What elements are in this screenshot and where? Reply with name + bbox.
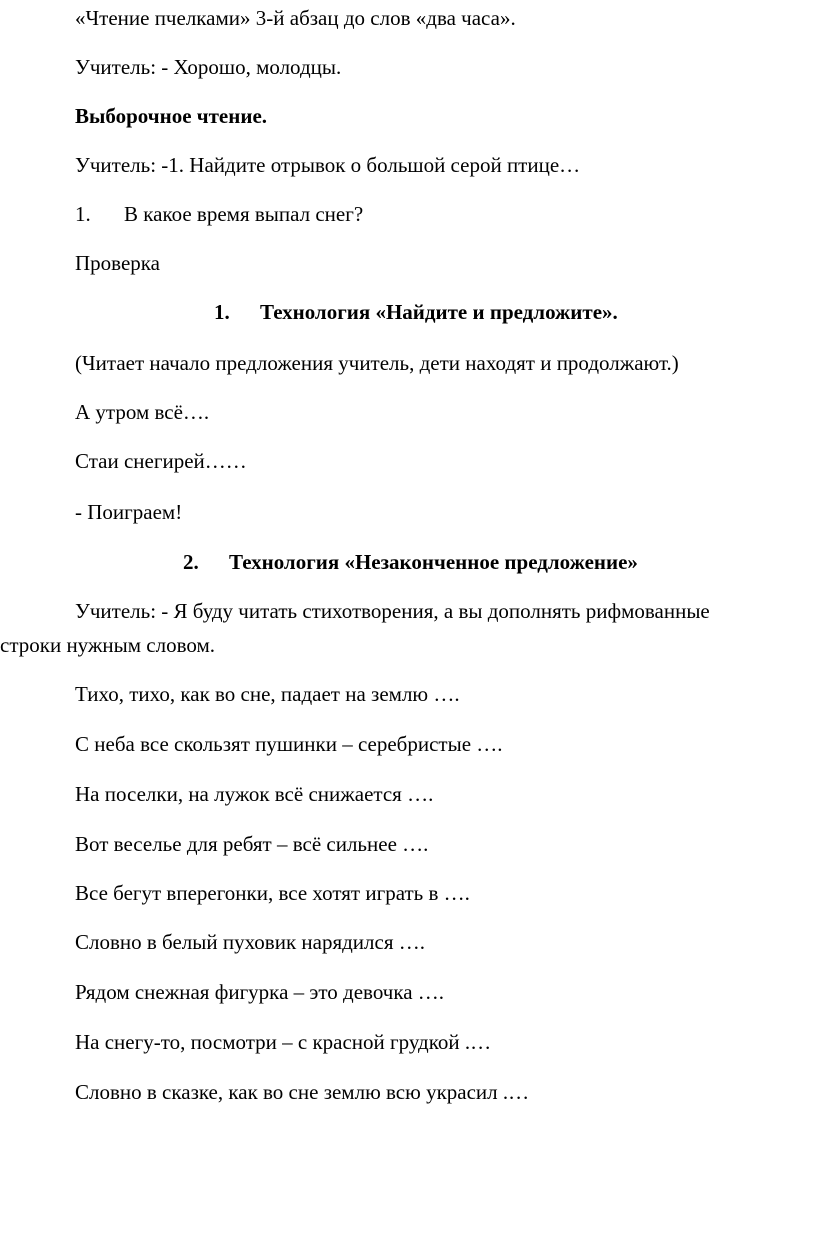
list-item (75, 202, 363, 226)
paragraph-instructions: (Читает начало предложения учитель, дети находят и продолжают.) (75, 351, 679, 375)
heading-text: Технология «Незаконченное предложение» (229, 550, 638, 574)
section-title-selective-reading: Выборочное чтение. (75, 104, 268, 128)
poem-line: С неба все скользят пушинки – серебристые …. (75, 732, 503, 756)
list-item-text: В какое время выпал снег? (124, 202, 364, 226)
heading-text: Технология «Найдите и предложите». (260, 300, 618, 324)
paragraph-bullfinches: Стаи снегирей…… (75, 449, 247, 473)
poem-line: Все бегут вперегонки, все хотят играть в …. (75, 881, 470, 905)
poem-line: Тихо, тихо, как во сне, падает на землю …. (75, 682, 460, 706)
paragraph-lets-play: - Поиграем! (75, 500, 183, 524)
paragraph-check: Проверка (75, 251, 160, 275)
poem-line: Рядом снежная фигурка – это девочка …. (75, 980, 445, 1004)
paragraph-teacher-poems-line2: строки нужным словом. (0, 633, 216, 657)
paragraph-teacher-task: Учитель: -1. Найдите отрывок о большой серой птице… (75, 153, 581, 177)
paragraph-teacher-poems-line1: Учитель: - Я буду читать стихотворения, а вы дополнять рифмованные (75, 599, 710, 623)
heading-technology-unfinished (183, 550, 638, 574)
poem-line: Словно в сказке, как во сне землю всю украсил .… (75, 1080, 530, 1104)
heading-number: 1. (214, 300, 230, 324)
poem-line: Словно в белый пуховик нарядился …. (75, 930, 426, 954)
poem-line: На снегу-то, посмотри – с красной грудкой .… (75, 1030, 492, 1054)
heading-technology-find (214, 300, 618, 324)
paragraph-teacher-praise: Учитель: - Хорошо, молодцы. (75, 55, 342, 79)
heading-number: 2. (183, 550, 199, 574)
list-item-number: 1. (75, 202, 91, 226)
paragraph-reading-bees: «Чтение пчелками» 3-й абзац до слов «два часа». (75, 6, 516, 30)
poem-line: Вот веселье для ребят – всё сильнее …. (75, 832, 429, 856)
paragraph-morning: А утром всё…. (75, 400, 210, 424)
poem-line: На поселки, на лужок всё снижается …. (75, 782, 434, 806)
